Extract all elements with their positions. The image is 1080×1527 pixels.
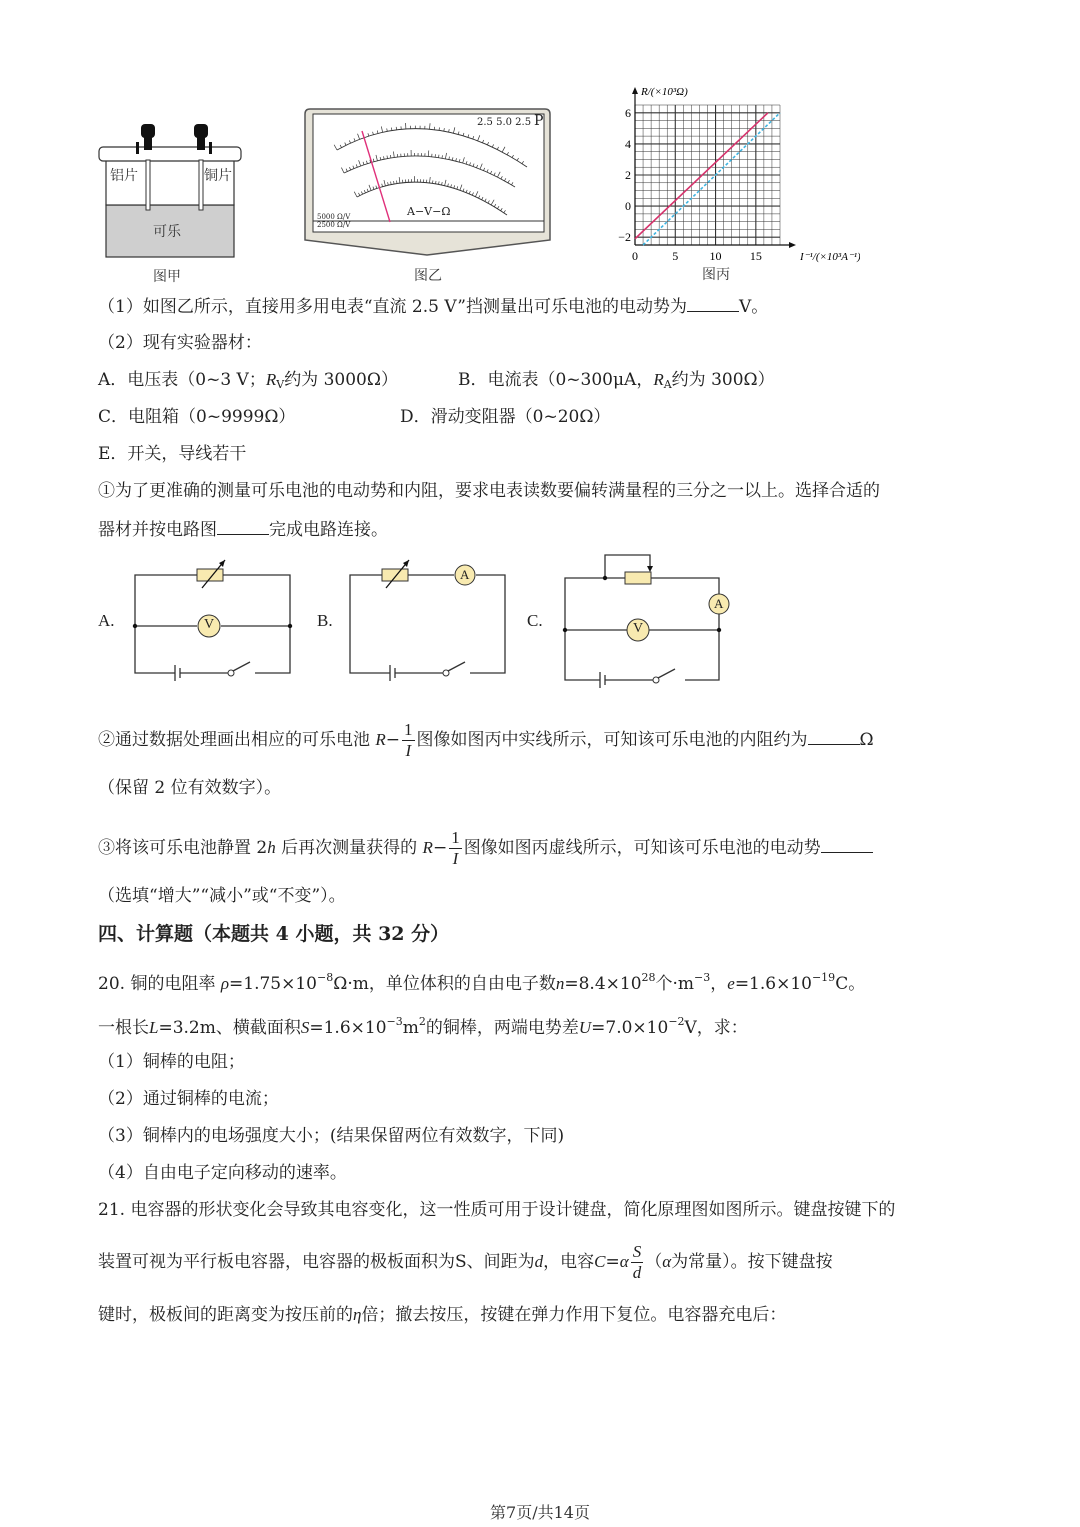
denominator: I <box>405 741 412 760</box>
text: 完成电路连接。 <box>269 520 388 540</box>
text: （1）如图乙所示，直接用多用电表“直流 2.5 V”挡测量出可乐电池的电动势为 <box>98 297 687 317</box>
q19-sub1-line1: ①为了更准确的测量可乐电池的电动势和内阻，要求电表读数要偏转满量程的三分之一以上。选择合适的 <box>98 481 880 501</box>
text: ③将该可乐电池静置 <box>98 838 251 858</box>
text: A．电压表（0~3 V； <box>98 370 266 390</box>
chart-caption: 图丙 <box>702 267 730 283</box>
q20-sub3: （3）铜棒内的电场强度大小；(结果保留两位有效数字，下同) <box>98 1126 565 1146</box>
fraction <box>402 720 415 761</box>
unit: m <box>402 1018 419 1038</box>
symbol-l: L <box>149 1018 159 1037</box>
figure-caption: 图甲 <box>153 269 181 285</box>
text: ②通过数据处理画出相应的可乐电池 <box>98 730 370 750</box>
y-tick-label: 6 <box>625 105 631 120</box>
q19-sub2 <box>98 718 874 762</box>
x-axis-arrow <box>789 242 796 248</box>
value: =1.75×10 <box>229 974 318 994</box>
figure-bing <box>610 80 860 285</box>
answer-blank[interactable] <box>821 834 873 853</box>
circuit-b <box>340 550 515 685</box>
figure-jia <box>98 120 243 285</box>
text: 装置可视为平行板电容器，电容器的极板面积为S、间距为 <box>98 1252 535 1272</box>
ammeter-symbol: A <box>460 567 470 582</box>
text: 一根长 <box>98 1018 149 1038</box>
range-marks: 2.5 5.0 2.5 <box>477 117 532 128</box>
q19-sub2-note: （保留 2 位有效数字）。 <box>98 778 282 798</box>
x-tick-label: 5 <box>672 249 679 263</box>
value: =8.4×10 <box>564 974 642 994</box>
q20-sub4: （4）自由电子定向移动的速率。 <box>98 1163 347 1183</box>
x-axis-label: I⁻¹/(×10³A⁻¹) <box>800 251 860 263</box>
figure-yi <box>302 105 552 285</box>
symbol-h: h <box>267 838 276 857</box>
text: 倍；撤去按压，按键在弹力作用下复位。电容器充电后： <box>361 1305 787 1325</box>
exponent: −2 <box>668 1015 685 1028</box>
option-c: C．电阻箱（0~9999Ω） <box>98 407 296 427</box>
sensitivity-1: 5000 Ω/V <box>317 213 351 221</box>
numerator: 1 <box>451 828 460 847</box>
dial-label: A−V−Ω <box>407 205 451 218</box>
figure-caption: 图乙 <box>414 268 442 284</box>
q19-sub3-note: （选填“增大”“减小”或“不变”）。 <box>98 886 346 906</box>
fraction <box>631 1242 644 1283</box>
symbol-eta: η <box>353 1305 362 1324</box>
voltmeter-symbol: V <box>633 621 644 636</box>
y-tick-label: 2 <box>625 168 631 182</box>
q21-line2 <box>98 1240 833 1284</box>
q20-sub1: （1）铜棒的电阻； <box>98 1052 245 1072</box>
text: （ <box>645 1252 663 1272</box>
option-e: E．开关，导线若干 <box>98 444 247 464</box>
cola-battery-diagram <box>98 120 243 265</box>
dashed-series-line <box>643 113 780 245</box>
exponent: −19 <box>811 971 836 984</box>
minus: − <box>432 838 448 858</box>
aluminum-label: 铝片 <box>110 168 138 184</box>
text: 约为 300Ω） <box>671 370 775 390</box>
symbol-r: R <box>375 730 386 749</box>
symbol-n: n <box>555 974 565 993</box>
text: V。 <box>738 297 769 317</box>
section-heading: 四、计算题（本题共 4 小题，共 32 分） <box>98 923 450 945</box>
symbol-e: e <box>727 974 735 993</box>
symbol-alpha: α <box>662 1252 672 1271</box>
symbol-u: U <box>578 1018 592 1037</box>
equals: = <box>605 1252 620 1272</box>
answer-blank[interactable] <box>687 293 739 312</box>
symbol-c: C <box>594 1252 606 1271</box>
q19-sub3 <box>98 826 873 870</box>
x-tick-label: 10 <box>709 249 722 263</box>
text: 器材并按电路图 <box>98 520 217 540</box>
r-vs-inverse-i-chart <box>610 80 860 265</box>
corner-mark: P <box>534 113 544 129</box>
text: Ω <box>859 730 874 750</box>
option-a <box>98 368 398 397</box>
denominator: d <box>632 1263 642 1282</box>
fraction <box>449 828 462 869</box>
text: 约为 3000Ω） <box>284 370 398 390</box>
text: ， <box>710 974 728 994</box>
text: Ω·m，单位体积的自由电子数 <box>333 974 556 994</box>
circuit-c-label: C. <box>527 611 543 630</box>
subscript: V <box>276 378 285 391</box>
voltmeter-symbol: V <box>204 617 215 632</box>
circuit-a-label: A. <box>98 611 115 630</box>
sensitivity-2: 2500 Ω/V <box>317 221 351 229</box>
exponent: −3 <box>694 971 711 984</box>
circuit-b-label: B. <box>317 611 333 630</box>
symbol-d: d <box>534 1252 544 1271</box>
y-tick-label: 0 <box>625 199 631 214</box>
y-tick-label: 4 <box>625 136 631 151</box>
answer-blank[interactable] <box>217 516 269 535</box>
copper-label: 铜片 <box>204 168 232 184</box>
q19-part1 <box>98 293 768 319</box>
q20-line2 <box>98 1010 748 1040</box>
text: 的铜棒，两端电势差 <box>425 1018 579 1038</box>
value: =1.6×10 <box>734 974 812 994</box>
multimeter-dial <box>302 105 552 260</box>
y-tick-label: −2 <box>618 230 631 245</box>
text: 图像如图丙虚线所示，可知该可乐电池的电动势 <box>463 838 821 858</box>
q20-sub2: （2）通过铜棒的电流； <box>98 1089 279 1109</box>
answer-blank[interactable] <box>808 726 860 745</box>
denominator: I <box>452 849 459 868</box>
symbol-rho: ρ <box>220 974 230 993</box>
exponent: −3 <box>386 1015 403 1028</box>
exponent: 2 <box>418 1015 426 1028</box>
unit: 个·m <box>655 974 695 994</box>
option-b <box>458 368 775 397</box>
text: 图像如图丙中实线所示，可知该可乐电池的内阻约为 <box>416 730 808 750</box>
q20-line1 <box>98 966 865 996</box>
text: 后再次测量获得的 <box>281 838 418 858</box>
symbol-s: S <box>300 1018 310 1037</box>
page-footer: 第7页/共14页 <box>490 1503 590 1522</box>
q19-part2: （2）现有实验器材： <box>98 333 262 353</box>
symbol: R <box>265 370 277 389</box>
x-tick-label: 15 <box>749 249 762 263</box>
circuit-c <box>555 550 735 695</box>
exponent: −8 <box>317 971 334 984</box>
q21-line1: 21. 电容器的形状变化会导致其电容变化，这一性质可用于设计键盘，简化原理图如图所示。键盘按键下的 <box>98 1200 896 1220</box>
x-tick-label: 0 <box>632 249 638 263</box>
exponent: 28 <box>641 971 656 984</box>
symbol: R <box>653 370 664 389</box>
text: 为常量）。按下键盘按 <box>671 1252 833 1272</box>
text: V，求： <box>684 1018 748 1038</box>
text: 键时，极板间的距离变为按压前的 <box>98 1305 353 1325</box>
number: 2 <box>256 838 268 858</box>
symbol-r: R <box>422 838 433 857</box>
y-axis-label: R/(×10³Ω) <box>641 86 688 98</box>
value: =1.6×10 <box>309 1018 387 1038</box>
numerator: S <box>632 1242 642 1261</box>
text: =3.2m、横截面积 <box>158 1018 301 1038</box>
symbol-alpha: α <box>619 1252 629 1271</box>
y-axis-arrow <box>632 87 638 94</box>
option-d: D．滑动变阻器（0~20Ω） <box>400 407 611 427</box>
text: B．电流表（0~300μA， <box>458 370 654 390</box>
text: ，电容 <box>543 1252 595 1272</box>
ammeter-symbol: A <box>714 596 724 611</box>
minus: − <box>385 730 401 750</box>
q21-line3 <box>98 1303 786 1327</box>
numerator: 1 <box>404 720 413 739</box>
text: 20. 铜的电阻率 <box>98 974 216 994</box>
value: =7.0×10 <box>591 1018 669 1038</box>
unit: C。 <box>835 974 866 994</box>
cola-label: 可乐 <box>153 224 181 240</box>
q19-sub1-line2 <box>98 516 388 542</box>
subscript: A <box>663 378 672 391</box>
